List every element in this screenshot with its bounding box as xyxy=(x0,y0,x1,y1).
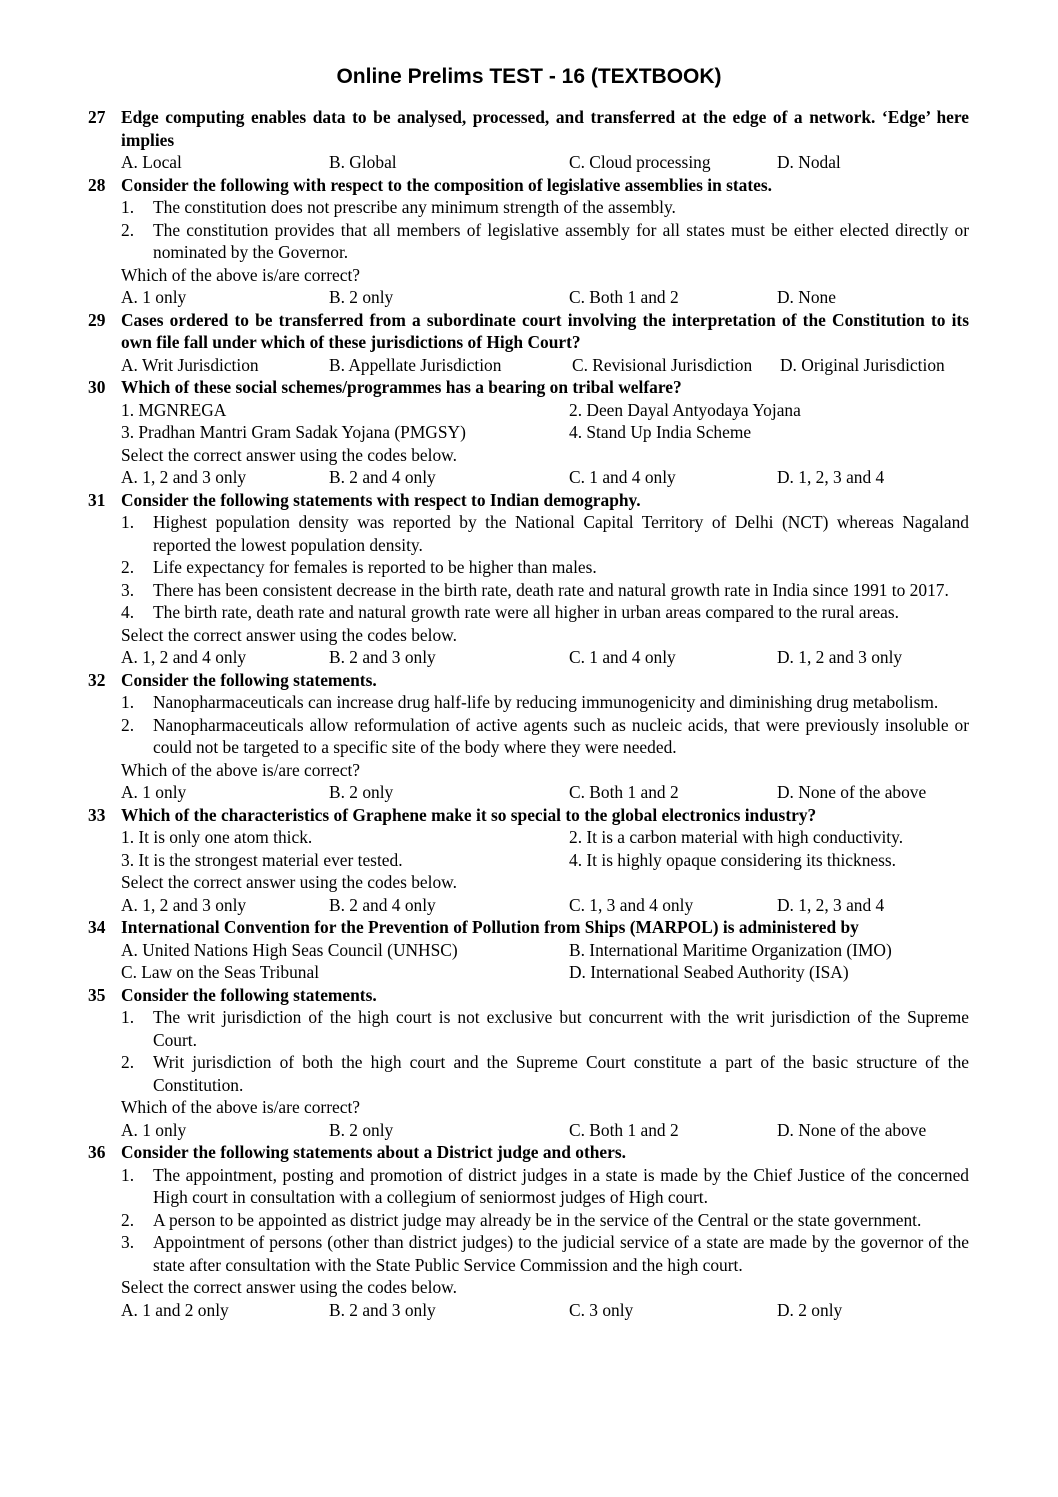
question-prompt: Which of the above is/are correct? xyxy=(121,264,360,285)
statement xyxy=(121,219,969,264)
option-d: D. International Seabed Authority (ISA) xyxy=(569,962,849,982)
option-c: C. Both 1 and 2 xyxy=(569,287,679,307)
page-title: Online Prelims TEST - 16 (TEXTBOOK) xyxy=(336,65,722,88)
statement xyxy=(121,1209,969,1232)
list-item: 1. MGNREGA xyxy=(121,399,227,420)
question-27 xyxy=(88,106,969,174)
statement-number: 3. xyxy=(121,579,135,600)
statement xyxy=(121,601,969,624)
question-prompt: Select the correct answer using the codes below. xyxy=(121,444,457,465)
question-text: Consider the following statements. xyxy=(121,669,377,690)
question-29 xyxy=(88,309,969,377)
statement-number: 2. xyxy=(121,1052,135,1072)
option-a: A. United Nations High Seas Council (UNHSC) xyxy=(121,939,458,960)
option-c: C. 1, 3 and 4 only xyxy=(569,894,694,915)
question-number: 35 xyxy=(88,984,106,1005)
option-a: A. 1 only xyxy=(121,287,187,307)
question-list xyxy=(88,106,969,1321)
statement-number: 4. xyxy=(121,602,135,622)
statement-number: 1. xyxy=(121,1007,135,1027)
statement xyxy=(121,1006,969,1051)
option-d: D. None of the above xyxy=(777,782,927,802)
option-d: D. Original Jurisdiction xyxy=(780,354,945,375)
question-32 xyxy=(88,669,969,804)
option-a: A. Local xyxy=(121,152,182,172)
statement-text: Life expectancy for females is reported to be higher than males. xyxy=(153,557,597,577)
statement-text: Appointment of persons (other than district judges) to the judicial service of a state are made by the governor of the state after consultation with the State Public Service Commission and the high court. xyxy=(153,1232,969,1275)
option-d: D. Nodal xyxy=(777,152,841,172)
option-a: A. 1 only xyxy=(121,782,187,802)
question-prompt: Which of the above is/are correct? xyxy=(121,759,360,780)
question-prompt: Select the correct answer using the codes below. xyxy=(121,624,457,645)
option-c: C. Cloud processing xyxy=(569,152,711,172)
option-d: D. None xyxy=(777,287,836,307)
question-36 xyxy=(88,1141,969,1321)
statement-text: Nanopharmaceuticals allow reformulation of active agents such as nucleic acids, that were previously insoluble or could not be targeted to a specific site of the body where they were needed. xyxy=(153,714,969,757)
option-b: B. Appellate Jurisdiction xyxy=(329,354,502,375)
option-c: C. Law on the Seas Tribunal xyxy=(121,962,320,982)
statement xyxy=(121,556,969,579)
list-item: 4. Stand Up India Scheme xyxy=(569,422,752,442)
statement-text: Nanopharmaceuticals can increase drug half-life by reducing immunogenicity and diminishing drug metabolism. xyxy=(153,692,939,712)
question-number: 32 xyxy=(88,669,106,690)
statement-text: There has been consistent decrease in the birth rate, death rate and natural growth rate in India since 1991 to 2017. xyxy=(153,579,949,600)
question-text: Consider the following statements. xyxy=(121,984,377,1005)
statement-number: 1. xyxy=(121,1164,135,1185)
question-33 xyxy=(88,804,969,917)
question-text: Cases ordered to be transferred from a subordinate court involving the interpretation of the Constitution to its own file fall under which of these jurisdictions of High Court? xyxy=(121,309,969,352)
question-text: Which of the characteristics of Graphene make it so special to the global electronics industry? xyxy=(121,804,817,825)
statement-number: 2. xyxy=(121,714,135,735)
question-text: Consider the following with respect to the composition of legislative assemblies in states. xyxy=(121,174,772,195)
statement-number: 2. xyxy=(121,1209,135,1230)
option-c: C. Both 1 and 2 xyxy=(569,1119,679,1140)
statement-text: Writ jurisdiction of both the high court and the Supreme Court constitute a part of the basic structure of the Constitution. xyxy=(153,1052,969,1095)
question-number: 29 xyxy=(88,309,106,330)
statement-text: The appointment, posting and promotion of district judges in a state is made by the Chief Justice of the concerned High court in consultation with a collegium of seniormost judges of High court. xyxy=(153,1164,969,1207)
option-a: A. 1, 2 and 3 only xyxy=(121,894,247,915)
statement-number: 1. xyxy=(121,692,135,712)
statement xyxy=(121,1231,969,1276)
statement-text: The writ jurisdiction of the high court is not exclusive but concurrent with the writ jurisdiction of the Supreme Court. xyxy=(153,1007,969,1050)
option-d: D. None of the above xyxy=(777,1119,927,1140)
statement xyxy=(121,714,969,759)
question-34 xyxy=(88,916,969,984)
option-b: B. 2 only xyxy=(329,782,394,802)
statement-text: A person to be appointed as district judge may already be in the service of the Central or the state government. xyxy=(153,1209,922,1230)
option-a: A. Writ Jurisdiction xyxy=(121,354,259,375)
question-number: 30 xyxy=(88,377,106,397)
option-d: D. 2 only xyxy=(777,1299,843,1320)
statement-number: 1. xyxy=(121,197,135,217)
question-28 xyxy=(88,174,969,309)
option-d: D. 1, 2, 3 and 4 xyxy=(777,894,885,915)
statement-number: 1. xyxy=(121,512,135,532)
option-c: C. 1 and 4 only xyxy=(569,467,676,487)
question-35 xyxy=(88,984,969,1142)
option-b: B. Global xyxy=(329,152,397,172)
option-c: C. 3 only xyxy=(569,1299,634,1320)
statement-text: The constitution provides that all members of legislative assembly for all states must be either elected directly or nominated by the Governor. xyxy=(153,219,969,262)
question-prompt: Select the correct answer using the codes below. xyxy=(121,872,457,892)
question-number: 34 xyxy=(88,917,106,937)
option-c: C. Revisional Jurisdiction xyxy=(572,354,753,375)
statement-number: 2. xyxy=(121,219,135,240)
statement xyxy=(121,1164,969,1209)
option-b: B. 2 and 4 only xyxy=(329,467,436,487)
option-a: A. 1 only xyxy=(121,1119,187,1140)
question-number: 27 xyxy=(88,107,106,127)
list-item: 2. It is a carbon material with high conductivity. xyxy=(569,827,904,847)
option-b: B. 2 and 3 only xyxy=(329,647,436,667)
option-d: D. 1, 2, 3 and 4 xyxy=(777,467,885,487)
list-item: 3. Pradhan Mantri Gram Sadak Yojana (PMGSY) xyxy=(121,422,466,442)
statement-number: 2. xyxy=(121,557,135,577)
question-text: Consider the following statements about a District judge and others. xyxy=(121,1142,626,1162)
option-b: B. International Maritime Organization (IMO) xyxy=(569,939,892,960)
list-item: 4. It is highly opaque considering its thickness. xyxy=(569,849,896,870)
option-d: D. 1, 2 and 3 only xyxy=(777,647,903,667)
statement-text: The birth rate, death rate and natural growth rate were all higher in urban areas compared to the rural areas. xyxy=(153,602,899,622)
statement-text: The constitution does not prescribe any minimum strength of the assembly. xyxy=(153,197,676,217)
question-prompt: Which of the above is/are correct? xyxy=(121,1097,360,1117)
option-c: C. 1 and 4 only xyxy=(569,647,676,667)
question-number: 33 xyxy=(88,804,106,825)
option-b: B. 2 only xyxy=(329,287,394,307)
option-a: A. 1, 2 and 3 only xyxy=(121,467,247,487)
option-b: B. 2 and 3 only xyxy=(329,1299,436,1320)
statement xyxy=(121,691,969,714)
option-a: A. 1, 2 and 4 only xyxy=(121,647,247,667)
list-item: 3. It is the strongest material ever tested. xyxy=(121,849,403,870)
statement xyxy=(121,511,969,556)
option-a: A. 1 and 2 only xyxy=(121,1299,229,1320)
list-item: 1. It is only one atom thick. xyxy=(121,827,313,847)
statement-number: 3. xyxy=(121,1232,135,1252)
question-prompt: Select the correct answer using the codes below. xyxy=(121,1277,457,1297)
question-number: 31 xyxy=(88,489,106,510)
question-number: 28 xyxy=(88,174,106,195)
question-31 xyxy=(88,489,969,669)
statement xyxy=(121,1051,969,1096)
option-b: B. 2 only xyxy=(329,1119,394,1140)
question-30 xyxy=(88,376,969,489)
question-text: Which of these social schemes/programmes has a bearing on tribal welfare? xyxy=(121,377,682,397)
question-text: Edge computing enables data to be analysed, processed, and transferred at the edge of a network. ‘Edge’ here implies xyxy=(121,107,969,150)
list-item: 2. Deen Dayal Antyodaya Yojana xyxy=(569,399,801,420)
statement-text: Highest population density was reported by the National Capital Territory of Delhi (NCT) whereas Nagaland reported the lowest population density. xyxy=(153,512,969,555)
question-number: 36 xyxy=(88,1142,106,1162)
question-text: Consider the following statements with respect to Indian demography. xyxy=(121,489,641,510)
statement xyxy=(121,579,969,602)
option-b: B. 2 and 4 only xyxy=(329,894,436,915)
statement xyxy=(121,196,969,219)
question-text: International Convention for the Prevention of Pollution from Ships (MARPOL) is administered by xyxy=(121,917,859,937)
option-c: C. Both 1 and 2 xyxy=(569,782,679,802)
